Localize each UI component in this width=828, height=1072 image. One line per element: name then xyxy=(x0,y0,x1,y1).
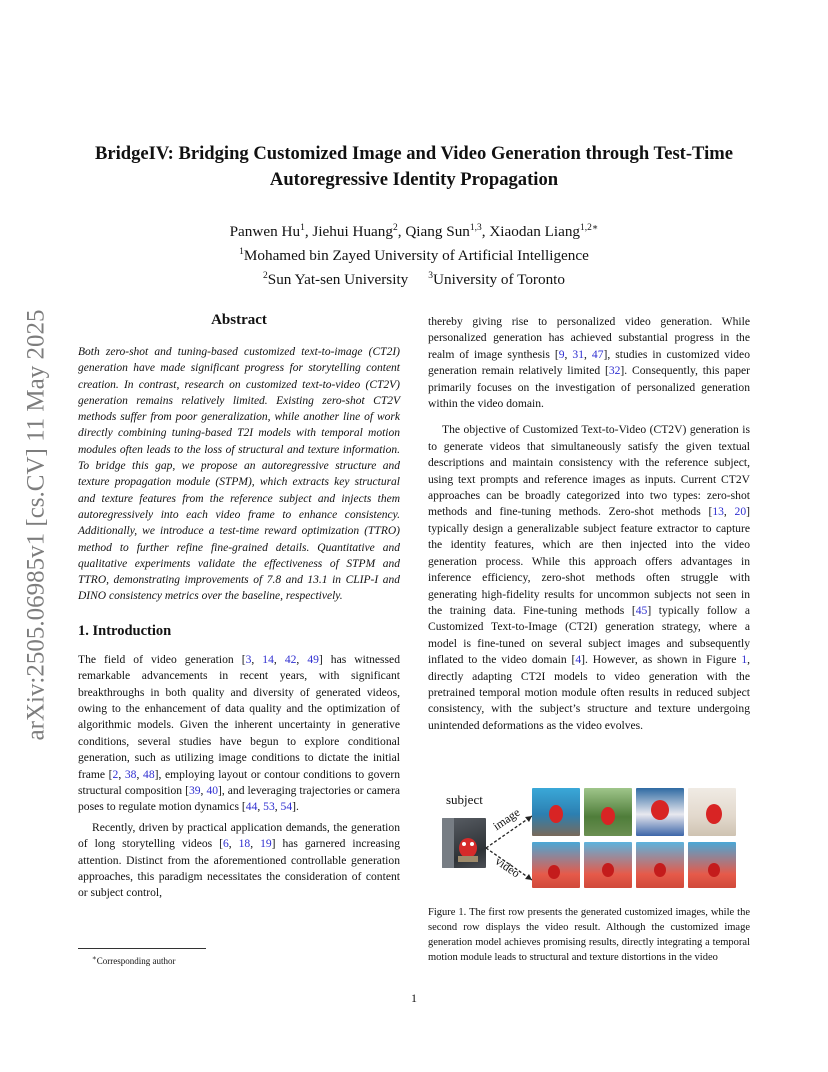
author-name: Panwen Hu xyxy=(229,223,301,241)
video-frame-1 xyxy=(532,842,580,888)
arxiv-id: arXiv:2505.06985v1 [cs.CV] 11 May 2025 xyxy=(22,309,50,741)
citation-link[interactable]: 44 xyxy=(245,800,258,814)
author-sup: 1 xyxy=(300,223,305,233)
abstract-heading: Abstract xyxy=(211,312,267,328)
footnote-rule xyxy=(78,948,206,949)
intro-paragraph-1 xyxy=(78,652,400,816)
citation-link[interactable]: 48 xyxy=(143,767,155,781)
citation-link[interactable]: 2 xyxy=(112,767,119,781)
affiliation-name: University of Toronto xyxy=(433,271,565,289)
paper-title xyxy=(60,141,768,193)
text-run: The objective of Customized Text-to-Video (CT2V) generation is to generate videos that simultaneously satisfy the given textual descriptions and maintain consistency with the reference subject, using text prompts and reference images as inputs. Current CT2V approaches can be broadly categorized into two types: zero-shot methods and fine-tuning methods. Zero-shot methods [ xyxy=(428,423,750,519)
red-toy-icon xyxy=(584,788,632,836)
text-run: , xyxy=(564,347,573,361)
citation-link[interactable]: 49 xyxy=(307,652,319,666)
citation-link[interactable]: 9 xyxy=(558,347,565,361)
citation-link[interactable]: 53 xyxy=(263,800,275,814)
author-block xyxy=(60,218,768,290)
intro-paragraph-2 xyxy=(78,820,400,902)
page-number: 1 xyxy=(411,991,417,1005)
text-run: , xyxy=(274,800,281,814)
footnote-marker: ∗ xyxy=(92,954,97,962)
text-run: , xyxy=(118,767,125,781)
text-run: ]. xyxy=(292,800,299,814)
left-column xyxy=(78,312,400,902)
citation-link[interactable]: 39 xyxy=(188,784,201,797)
text-run: , xyxy=(296,652,308,666)
citation-link[interactable]: 45 xyxy=(635,603,648,617)
citation-link[interactable]: 19 xyxy=(260,837,272,851)
figure-link[interactable]: 1 xyxy=(741,653,748,667)
author-sup: 1,2∗ xyxy=(580,223,599,233)
text-run: ] has garnered increasing attention. Distinct from the aforementioned controllable generation approaches, this paradigm necessitates the consideration of content or subject control, xyxy=(78,837,400,900)
subject-toy-icon xyxy=(442,818,486,868)
red-toy-icon xyxy=(688,788,736,836)
red-toy-icon xyxy=(532,788,580,836)
author-sup: 1,3 xyxy=(469,223,482,233)
citation-link[interactable]: 20 xyxy=(734,505,747,519)
right-paragraph-1 xyxy=(428,314,750,412)
abstract-text: Both zero-shot and tuning-based customized text-to-image (CT2I) generation have made significant progress for storytelling content creation. In contrast, research on customized text-to-video (CT2V) generation remains relatively limited. Existing zero-shot CT2V methods suffer from poor generalization, while another line of work directly combining tuning-based T2I models with temporal motion modules often leads to the loss of structural and texture information. To bridge this gap, we propose an autoregressive structure and texture propagation module (STPM), which extracts key structural and texture features from the reference subject and injects them autoregressively into each video frame to enhance consistency. Additionally, we introduce a test-time reward optimization (TTRO) method to further refine fine-grained details. Quantitative and qualitative experiments validate the effectiveness of STPM and TTRO, demonstrating improvements of 7.8 and 13.1 in CLIP-I and DINO consistency metrics over the baseline, respectively. xyxy=(78,346,400,603)
red-toy-icon xyxy=(688,842,736,888)
text-run: , directly adapting CT2I models to video generation with the pretrained temporal motion module often results in reduced subject consistency, with the subject’s structure and texture undergoing unintended deformations as the video evolves. xyxy=(428,653,751,732)
video-frame-2 xyxy=(584,842,632,888)
text-run: ]. However, as shown in Figure xyxy=(581,653,742,667)
affiliation-sup: 1 xyxy=(239,247,244,258)
generated-image-3 xyxy=(636,788,684,836)
author-sup: 2 xyxy=(392,223,398,233)
text-run: , xyxy=(250,837,261,851)
citation-link[interactable]: 47 xyxy=(591,347,604,361)
citation-link[interactable]: 4 xyxy=(575,653,582,667)
generated-image-2 xyxy=(584,788,632,836)
figure-caption: Figure 1. The first row presents the generated customized images, while the second row displays the video result. Although the customized image generation model achieves promising results, directly integrating a temporal motion module leads to structural and texture distortions in the video xyxy=(428,907,750,963)
citation-link[interactable]: 31 xyxy=(572,347,584,361)
video-frame-3 xyxy=(636,842,684,888)
arxiv-stamp xyxy=(21,290,51,760)
red-toy-icon xyxy=(584,842,632,888)
text-run: ]. Consequently, this paper primarily focuses on the investigation of personalized generation within the video domain. xyxy=(428,364,750,411)
text-run: , xyxy=(136,767,144,781)
text-run: ], employing layout or contour conditions to govern structural composition [ xyxy=(78,767,401,797)
video-frame-4 xyxy=(688,842,736,888)
citation-link[interactable]: 32 xyxy=(608,364,621,378)
text-run: The field of video generation [ xyxy=(78,652,246,666)
citation-link[interactable]: 6 xyxy=(222,837,229,851)
text-run: , xyxy=(257,800,264,814)
citation-link[interactable]: 13 xyxy=(712,505,724,519)
text-run: , xyxy=(723,505,735,519)
affiliation-name: Sun Yat-sen University xyxy=(267,271,409,289)
citation-link[interactable]: 3 xyxy=(245,652,252,666)
text-run: ] typically follow a Customized Text-to-Image (CT2I) generation strategy, where a model is fine-tuned on several subject images and subsequently inflated to the video domain [ xyxy=(428,603,750,667)
generated-image-1 xyxy=(532,788,580,836)
text-run: ], studies in customized video generation remain relatively limited [ xyxy=(428,347,750,378)
right-paragraph-2 xyxy=(428,422,750,734)
text-run: , xyxy=(584,347,592,361)
figure-label-subject: subject xyxy=(446,792,483,807)
title-line-2: Autoregressive Identity Propagation xyxy=(269,169,559,190)
figure-label-video: video xyxy=(492,853,523,881)
text-run: , xyxy=(251,652,263,666)
footnote xyxy=(92,952,176,967)
red-toy-icon xyxy=(636,842,684,888)
figure-label-image: image xyxy=(490,805,523,834)
affiliation-sup: 3 xyxy=(428,271,434,282)
author-name: Qiang Sun xyxy=(405,223,470,241)
citation-link[interactable]: 14 xyxy=(262,652,274,666)
affiliation-sup: 2 xyxy=(263,271,268,282)
footnote-text: Corresponding author xyxy=(96,956,176,966)
author-name: Jiehui Huang xyxy=(312,223,393,241)
text-run: thereby giving rise to personalized video generation. While personalized generation has achieved substantial progress in the realm of image synthesis [ xyxy=(428,315,750,361)
text-run: ], and leveraging trajectories or camera poses to regulate motion dynamics [ xyxy=(78,784,401,814)
text-run: , xyxy=(273,652,285,666)
red-toy-icon xyxy=(636,788,684,836)
affiliation-2 xyxy=(60,266,768,290)
title-line-1: BridgeIV: Bridging Customized Image and Video Generation through Test-Time xyxy=(94,143,734,164)
right-column xyxy=(428,314,750,734)
citation-link[interactable]: 40 xyxy=(206,784,219,797)
citation-link[interactable]: 18 xyxy=(238,837,251,851)
affiliation-name: Mohamed bin Zayed University of Artificial Intelligence xyxy=(243,247,589,265)
introduction-heading: 1. Introduction xyxy=(78,622,172,639)
citation-link[interactable]: 38 xyxy=(124,767,137,781)
citation-link[interactable]: 54 xyxy=(280,800,293,814)
author-list: Panwen Hu$^1$, Jiehui Huang$^2$, Qiang Sun$^{1,3}$, Xiaodan Liang$^{1,2∗}$ xyxy=(229,223,599,241)
text-run: , xyxy=(228,837,239,851)
red-toy-icon xyxy=(532,842,580,888)
figure-1 xyxy=(440,786,750,896)
generated-image-4 xyxy=(688,788,736,836)
text-run: , xyxy=(200,784,207,797)
text-run: ] typically design a generalizable subject feature extractor to capture the identity features, which are then injected into the video generation process. While this approach offers advantages in inference efficiency, zero-shot methods often struggle with generating high-fidelity results for uncommon subjects not seen in the training data. Fine-tuning methods [ xyxy=(428,505,750,617)
text-run: ] has witnessed remarkable advancements in recent years, with significant breakthroughs in both quality and diversity of generated videos, owing to the enhancement of data quality and the optimization of algorithmic models. Given the inherent uncertainty in generative conditions, several studies have begun to explore conditional generation, such as utilizing image conditions to dictate the initial frame [ xyxy=(78,652,401,781)
affiliation-1 xyxy=(60,242,768,266)
text-run: Recently, driven by practical application demands, the generation of long storytelling videos [ xyxy=(78,820,400,851)
author-name: Xiaodan Liang xyxy=(489,223,581,241)
subject-image xyxy=(442,818,486,868)
citation-link[interactable]: 42 xyxy=(284,652,297,666)
